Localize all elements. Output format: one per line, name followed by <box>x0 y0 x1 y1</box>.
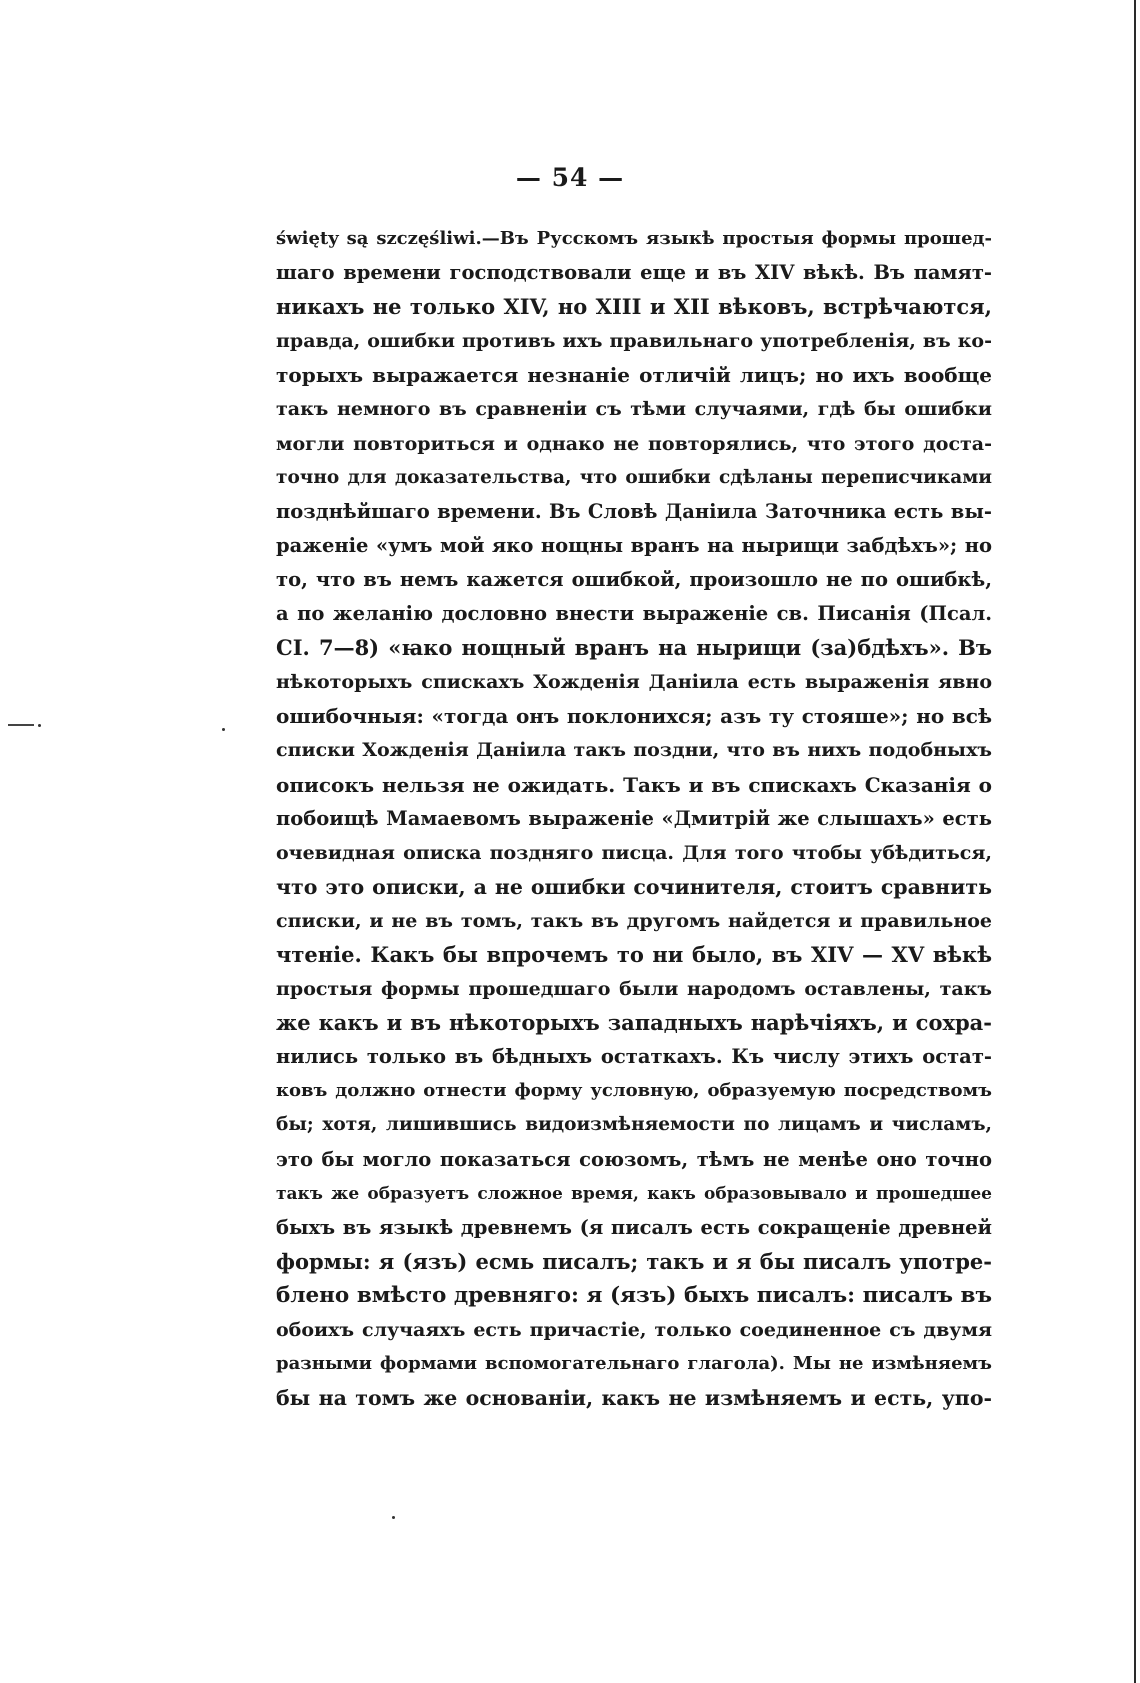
text-line: а по желанію дословно внести выраженіе св. Писанія (Псал. <box>276 602 992 626</box>
text-line: обоихъ случаяхъ есть причастіе, только соединенное съ двумя <box>276 1319 992 1341</box>
text-line: разными формами вспомогательнаго глагола). Мы не измѣняемъ <box>276 1353 992 1375</box>
page-edge-shadow <box>1134 0 1136 1683</box>
text-line: ошибочныя: «тогда онъ поклонихся; азъ ту стояше»; но всѣ <box>276 704 992 729</box>
text-line: торыхъ выражается незнаніе отличій лицъ; но ихъ вообще <box>276 363 992 388</box>
text-line: правда, ошибки противъ ихъ правильнаго употребленія, въ ко- <box>276 330 992 353</box>
text-line: то, что въ немъ кажется ошибкой, произошло не по ошибкѣ, <box>276 567 992 591</box>
text-line: формы: я (язъ) есмь писалъ; такъ и я бы писалъ употре- <box>276 1248 992 1274</box>
text-line: бы на томъ же основаніи, какъ не измѣняемъ и есть, упо- <box>276 1386 992 1411</box>
text-line: могли повториться и однако не повторялись, что этого доста- <box>276 432 992 455</box>
text-line: такъ же образуетъ сложное время, какъ образовывало и прошедшее <box>276 1183 992 1204</box>
margin-dot <box>392 1516 395 1519</box>
text-line: описокъ нельзя не ожидать. Такъ и въ спискахъ Сказанія о <box>276 772 992 797</box>
text-line: раженіе «умъ мой яко нощны вранъ на нырищи забдѣхъ»; но <box>276 533 992 557</box>
text-line: же какъ и въ нѣкоторыхъ западныхъ нарѣчіяхъ, и сохра- <box>276 1010 992 1036</box>
text-line: święty są szczęśliwi.—Въ Русскомъ языкѣ простыя формы прошед- <box>276 228 992 249</box>
text-line: списки, и не въ томъ, такъ въ другомъ найдется и правильное <box>276 909 992 932</box>
margin-dot <box>38 724 41 727</box>
text-line: CI. 7—8) «ꙗко нощный вранъ на нырищи (за)бдѣхъ». Въ <box>276 635 992 661</box>
text-line: это бы могло показаться союзомъ, тѣмъ не менѣе оно точно <box>276 1147 992 1171</box>
text-line: никахъ не только XIV, но XIII и XII вѣковъ, встрѣчаются, <box>276 294 992 320</box>
text-line: позднѣйшаго времени. Въ Словѣ Даніила Заточника есть вы- <box>276 499 992 523</box>
text-line: бы; хотя, лишившись видоизмѣняемости по лицамъ и числамъ, <box>276 1114 992 1136</box>
text-line: такъ немного въ сравненіи съ тѣми случаями, гдѣ бы ошибки <box>276 398 992 421</box>
margin-mark <box>8 724 34 726</box>
text-line: простыя формы прошедшаго были народомъ оставлены, такъ <box>276 978 992 1001</box>
text-line: точно для доказательства, что ошибки сдѣланы переписчиками <box>276 466 992 488</box>
text-line: шаго времени господствовали еще и въ XIV вѣкѣ. Въ памят- <box>276 261 992 285</box>
body-text <box>276 222 992 1415</box>
text-line: списки Хожденія Даніила такъ поздни, что въ нихъ подобныхъ <box>276 739 992 762</box>
text-line: что это описки, а не ошибки сочинителя, стоитъ сравнить <box>276 874 992 899</box>
text-line: нились только въ бѣдныхъ остаткахъ. Къ числу этихъ остат- <box>276 1045 992 1069</box>
text-line: чтеніе. Какъ бы впрочемъ то ни было, въ XIV — XV вѣкѣ <box>276 941 992 967</box>
text-line: побоищѣ Мамаевомъ выраженіе «Дмитрій же слышахъ» есть <box>276 806 992 830</box>
text-line: очевидная описка поздняго писца. Для того чтобы убѣдиться, <box>276 841 992 864</box>
text-line: быхъ въ языкѣ древнемъ (я писалъ есть сокращеніе древней <box>276 1215 992 1239</box>
text-line: ковъ должно отнести форму условную, образуемую посредствомъ <box>276 1080 992 1102</box>
page-number: — 54 — <box>515 163 625 192</box>
text-line: блено вмѣсто древняго: я (язъ) быхъ писалъ: писалъ въ <box>276 1282 992 1308</box>
text-line: нѣкоторыхъ спискахъ Хожденія Даніила есть выраженія явно <box>276 671 992 694</box>
margin-dot <box>222 728 225 731</box>
